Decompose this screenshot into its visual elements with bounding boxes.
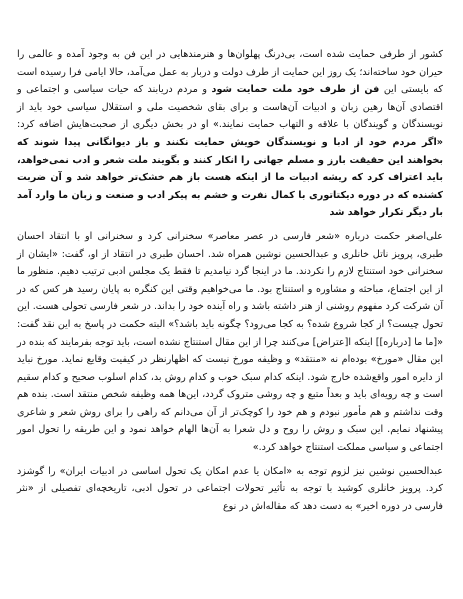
bold-text-segment: فن از طرف خود ملت حمایت شود [211, 84, 380, 96]
paragraph-1 [17, 46, 443, 222]
text-segment: کشور از طرفی حمایت شده است، بی‌درنگ پهلوان‌ها و هنرمندهایی در این فن به وجود آمده و عالمی را حیران خود ساخته‌اند؛ یک روز این حمایت از طرف دولت و دربار به عمل می‌آمد، حالا ایامی فرا رسیده است که بایستی این [17, 49, 444, 96]
text-segment: و مردم دریابند که حیات سیاسی و اجتماعی و اقتصادی آن‌ها رهین زبان و ادبیات آن‌هاست و برای بقای شخصیت ملی و استقلال سیاسی خود باید از نویسندگان و گویندگان با علاقه و التهاب حمایت نمایند.» او در بخش دیگری از صحبت‌هایش اضافه کرد: [17, 84, 443, 131]
text-segment: عبدالحسین نوشین نیز لزوم توجه به «امکان یا عدم امکان یک تحول اساسی در ادبیات ایران» را گوشزد کرد. پرویز خانلری کوشید با توجه به تأثیر تحولات اجتماعی در تحول ادبی، تاریخچه‌ای تفصیلی از «نثر فارسی در دوره اخیر» به دست دهد که مقاله‌اش در نوع [17, 465, 443, 512]
text-segment: علی‌اصغر حکمت درباره «شعر فارسی در عصر معاصر» سخنرانی کرد و سخنرانی او با انتقاد احسان طبری، پرویز ناتل خانلری و عبدالحسین نوشین همراه شد. احسان طبری در انتقاد از او، گفت: «ایشان از سخنرانی خود استنتاج لازم را نکردند. ما در اینجا گرد نیامدیم تا فقط یک مجلس ادبی ترتیب دهیم. منظور ما از این اجتماع، مباحثه و مشاوره و استنتاج بود. ما می‌خواهیم وقتی این کنگره به پایان رسید هر کس که در آن شرکت کرد مفهوم روشنی از هنر داشته باشد و راه آینده خود را بداند. در شعر فارسی تحولی هست. این تحول چیست؟ از کجا شروع شده؟ به کجا می‌رود؟ چگونه باید باشد؟» البته حکمت در پاسخ به این نقد گفت: «[ما ما [درباره]] اینکه ا[عتراض] می‌کنند چرا از این مقال استنتاج نشده است، باید توجه بفرمایند که بنده در این مقال «مورخ» بوده‌ام نه «منتقد» و وظیفه مورخ نیست که اظهارنظر در کیفیت وقایع نماید. مورخ نباید از دایره امور واقع‌شده خارج شود. اینکه کدام سبک خوب و کدام روش بد، کدام اسلوب صحیح و کدام سقیم است و چه رویه‌ای باید و بعداً متبع و چه روشی متروک گردد، این‌ها همه وظیفه شخص منتقد است. بنده هم وقت نداشتم و هم مأمور نبودم و هم خود را کوچک‌تر از آن می‌دانم که راهی را برای روش شعر و شاعری پیشنهاد نمایم. این سبک و روش را روح و دل شعرا به آن‌ها الهام خواهد نمود و این طریقه را تحول امور اجتماعی و سیاسی مملکت استنتاج خواهد کرد.» [17, 230, 443, 454]
paragraph-2 [17, 228, 443, 457]
paragraph-3 [17, 463, 443, 516]
bold-quote-segment: «اگر مردم خود از ادبا و نویسندگان خویش حمایت نکنند و باز دیوانگانی پیدا شوند که بخواهند این حقیقت بارز و مسلم جهانی را انکار کنند و بگویند ملت شعر و ادب نمی‌خواهد، باید اعتراف کرد که ریشه ادبیات ما از اینکه هست باز هم خشک‌تر خواهد شد و آن ضربت کشنده که در دوره دیکتاتوری با کمال نفرت و خشم به پیکر ادب و صنعت و زبان ما وارد آمد بار دیگر تکرار خواهد شد [17, 136, 443, 219]
